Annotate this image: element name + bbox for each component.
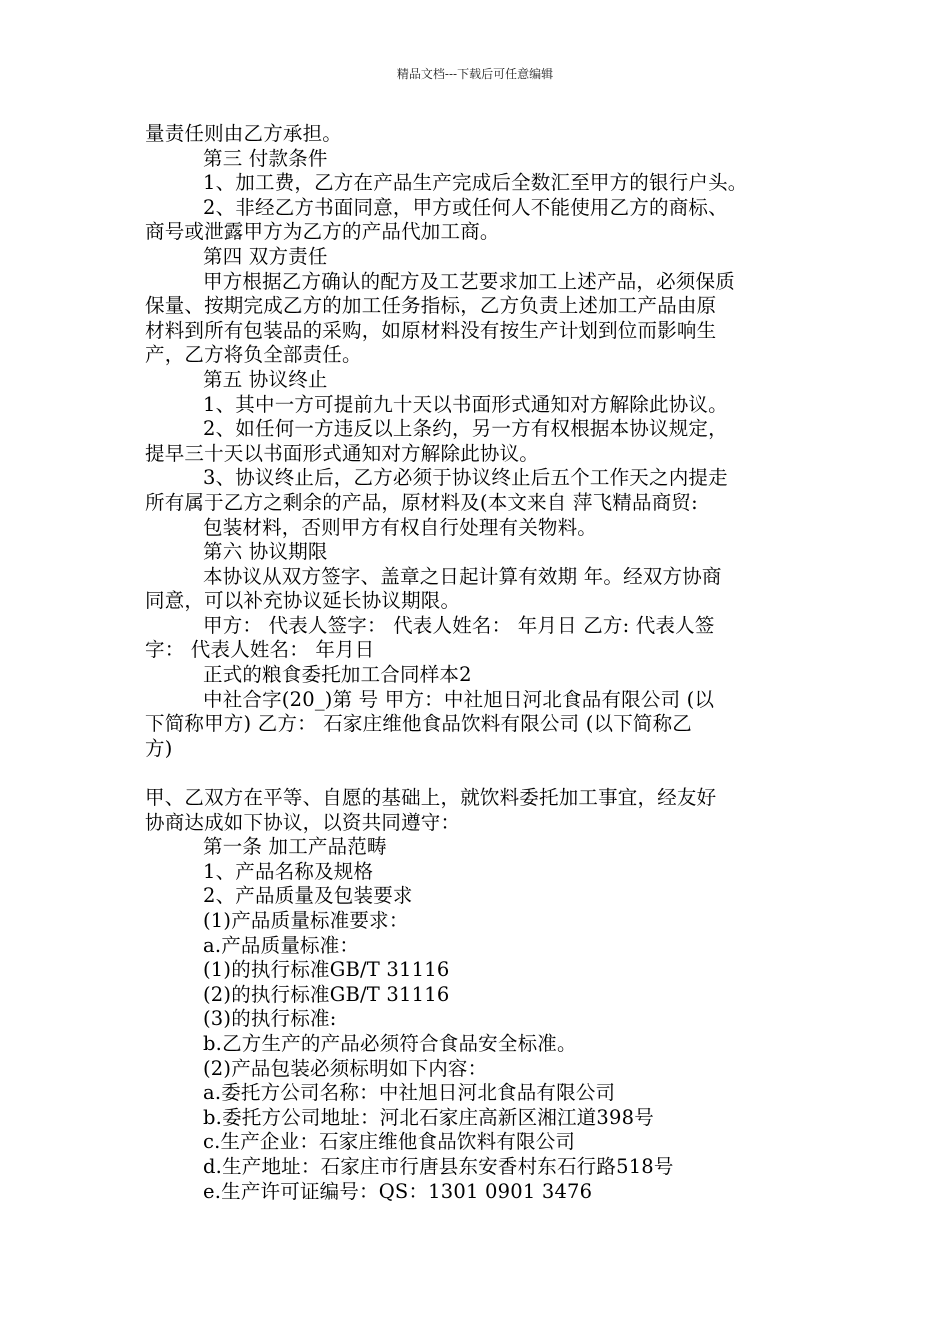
text-line: 本协议从双方签字、盖章之日起计算有效期 年。经双方协商 xyxy=(203,564,722,588)
text-line: b.乙方生产的产品必须符合食品安全标准。 xyxy=(203,1031,577,1055)
text-line: 协商达成如下协议，以资共同遵守： xyxy=(145,810,461,834)
text-line: e.生产许可证编号：QS：1301 0901 3476 xyxy=(203,1179,593,1203)
document-title: 正式的粮食委托加工合同样本2 xyxy=(203,663,472,687)
section-heading: 第四 双方责任 xyxy=(203,244,328,268)
text-line: 3、协议终止后，乙方必须于协议终止后五个工作天之内提走 xyxy=(203,466,728,490)
signature-line: 字： 代表人姓名： 年月日 xyxy=(145,638,375,662)
section-heading: 第六 协议期限 xyxy=(203,540,328,564)
text-line: 同意，可以补充协议延长协议期限。 xyxy=(145,589,461,613)
signature-line: 甲方： 代表人签字： 代表人姓名： 年月日 乙方: 代表人签 xyxy=(203,613,715,637)
text-line: 甲、乙双方在平等、自愿的基础上，就饮料委托加工事宜，经友好 xyxy=(145,786,717,810)
text-line: 量责任则由乙方承担。 xyxy=(145,122,343,145)
text-line: 1、加工费，乙方在产品生产完成后全数汇至甲方的银行户头。 xyxy=(203,171,748,195)
text-line: 所有属于乙方之剩余的产品，原材料及(本文来自 萍飞精品商贸: xyxy=(145,490,698,514)
text-line: 商号或泄露甲方为乙方的产品代加工商。 xyxy=(145,220,500,244)
text-line: 材料到所有包装品的采购，如原材料没有按生产计划到位而影响生 xyxy=(145,318,717,342)
section-heading: 第三 付款条件 xyxy=(203,146,328,170)
text-line: 产，乙方将负全部责任。 xyxy=(145,343,362,367)
blank-line xyxy=(145,761,809,786)
section-heading: 第五 协议终止 xyxy=(203,367,328,391)
text-line: 保量、按期完成乙方的加工任务指标，乙方负责上述加工产品由原 xyxy=(145,294,717,318)
section-heading: 第一条 加工产品范畴 xyxy=(203,835,387,859)
text-line: 下简称甲方) 乙方： 石家庄维他食品饮料有限公司 (以下简称乙 xyxy=(145,712,693,736)
text-line: 1、其中一方可提前九十天以书面形式通知对方解除此协议。 xyxy=(203,392,728,416)
text-line: 包装材料，否则甲方有权自行处理有关物料。 xyxy=(203,515,598,539)
text-line: d.生产地址：石家庄市行唐县东安香村东石行路518号 xyxy=(203,1154,674,1178)
text-line: 1、产品名称及规格 xyxy=(203,859,374,883)
text-line: b.委托方公司地址：河北石家庄高新区湘江道398号 xyxy=(203,1105,654,1129)
text-line: c.生产企业：石家庄维他食品饮料有限公司 xyxy=(203,1130,576,1154)
document-body xyxy=(145,122,809,1204)
text-line: 甲方根据乙方确认的配方及工艺要求加工上述产品，必须保质 xyxy=(203,269,735,293)
text-line: (2)的执行标准GB/T 31116 xyxy=(203,982,450,1006)
text-line: 2、如任何一方违反以上条约，另一方有权根据本协议规定， xyxy=(203,417,728,441)
text-line: a.产品质量标准： xyxy=(203,933,360,957)
text-line: a.委托方公司名称：中社旭日河北食品有限公司 xyxy=(203,1081,616,1105)
text-line: (2)产品包装必须标明如下内容： xyxy=(203,1056,488,1080)
text-line: 2、非经乙方书面同意，甲方或任何人不能使用乙方的商标、 xyxy=(203,195,728,219)
text-line: 方) xyxy=(145,736,173,760)
text-line: 2、产品质量及包装要求 xyxy=(203,884,413,908)
page-header: 精品文档---下载后可任意编辑 xyxy=(396,67,554,81)
text-line: (1)产品质量标准要求： xyxy=(203,909,409,932)
text-line: 中社合字(20_)第 号 甲方：中社旭日河北食品有限公司 (以 xyxy=(203,687,715,711)
text-line: (1)的执行标准GB/T 31116 xyxy=(203,958,450,982)
text-line: 提早三十天以书面形式通知对方解除此协议。 xyxy=(145,441,540,465)
text-line: (3)的执行标准: xyxy=(203,1007,337,1031)
